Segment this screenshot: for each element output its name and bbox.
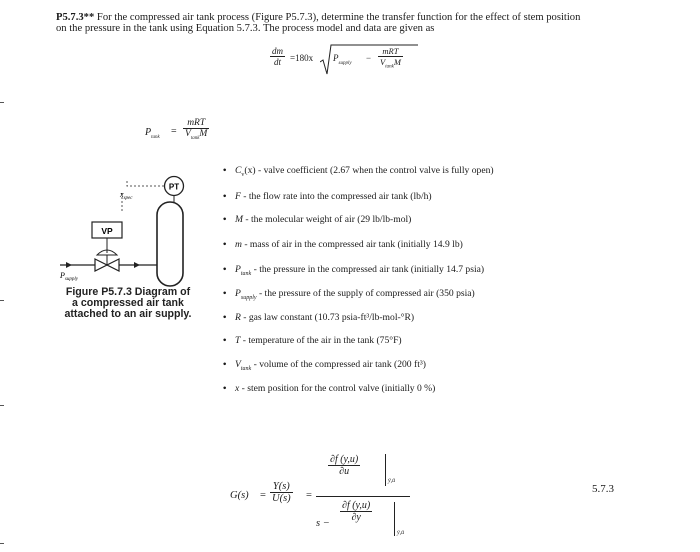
list-item: • $V_{tank}$ - volume of the compressed air tank (200 ft³) xyxy=(223,359,426,372)
pt-label: PT xyxy=(168,182,180,192)
list-item: • $C_v(x)$ - valve coefficient (2.67 when the control valve is fully open) xyxy=(223,165,494,178)
scan-mark xyxy=(0,543,4,544)
supply-arrow xyxy=(66,262,72,268)
list-item: • x - stem position for the control valve (initially 0 %) xyxy=(223,383,436,394)
problem-line-2: on the pressure in the tank using Equation 5.7.3. The process model and data are given as xyxy=(56,23,435,34)
problem-statement xyxy=(56,12,656,34)
tank-pressure-equation: $P_{tank}$ = mRT $V_{tank}M$ xyxy=(145,118,208,141)
list-item: • F - the flow rate into the compressed air tank (lb/h) xyxy=(223,191,432,202)
scan-mark xyxy=(0,405,4,406)
figure-caption: Figure P5.7.3 Diagram of a compressed air tank attached to an air supply. xyxy=(64,286,192,320)
psupply-label: $P_{supply}$ xyxy=(60,271,78,282)
scan-mark xyxy=(0,102,4,103)
list-item: • m - mass of air in the compressed air tank (initially 14.9 lb) xyxy=(223,239,463,250)
eval-bar-top xyxy=(385,454,386,486)
equation-number: 5.7.3 xyxy=(592,483,614,495)
problem-line-1: P5.7.3** For the compressed air tank process (Figure P5.7.3), determine the transfer function for the effect of stem position xyxy=(56,12,581,23)
list-item: • R - gas law constant (10.73 psia-ft³/lb-mol-°R) xyxy=(223,312,415,323)
scan-mark xyxy=(0,300,4,301)
transfer-function-equation: G(s) = $\frac{Y(s)}{U(s)}$ = $\frac{\partial f (y,u)}{\partial u}$ ȳ,ū s − $\frac{\partial f (y,u)}{\partial y}$ ȳ,ū xyxy=(230,452,430,544)
xspec-label: $x_{spec}$ xyxy=(120,190,133,201)
main-fraction-bar xyxy=(316,496,410,497)
signal-line xyxy=(127,180,164,186)
vp-label: VP xyxy=(101,226,113,236)
air-tank xyxy=(157,202,183,286)
eval-bar-bottom xyxy=(394,502,395,536)
list-item: • $P_{supply}$ - the pressure of the supply of compressed air (350 psia) xyxy=(223,288,475,301)
list-item: • T - temperature of the air in the tank (75°F) xyxy=(223,335,402,346)
valve-body-left xyxy=(95,259,107,271)
list-item: • M - the molecular weight of air (29 lb/lb-mol) xyxy=(223,214,412,225)
list-item: • $P_{tank}$ - the pressure in the compressed air tank (initially 14.7 psia) xyxy=(223,264,485,277)
problem-number: P5.7.3** xyxy=(56,12,95,23)
tank-diagram xyxy=(52,175,217,295)
model-equation: $\frac{dm}{dt}$ =180x $P_{supply}$ − mRT $V_{tank}M$ xyxy=(270,44,420,78)
inlet-arrow xyxy=(134,262,140,268)
valve-body-right xyxy=(107,259,119,271)
